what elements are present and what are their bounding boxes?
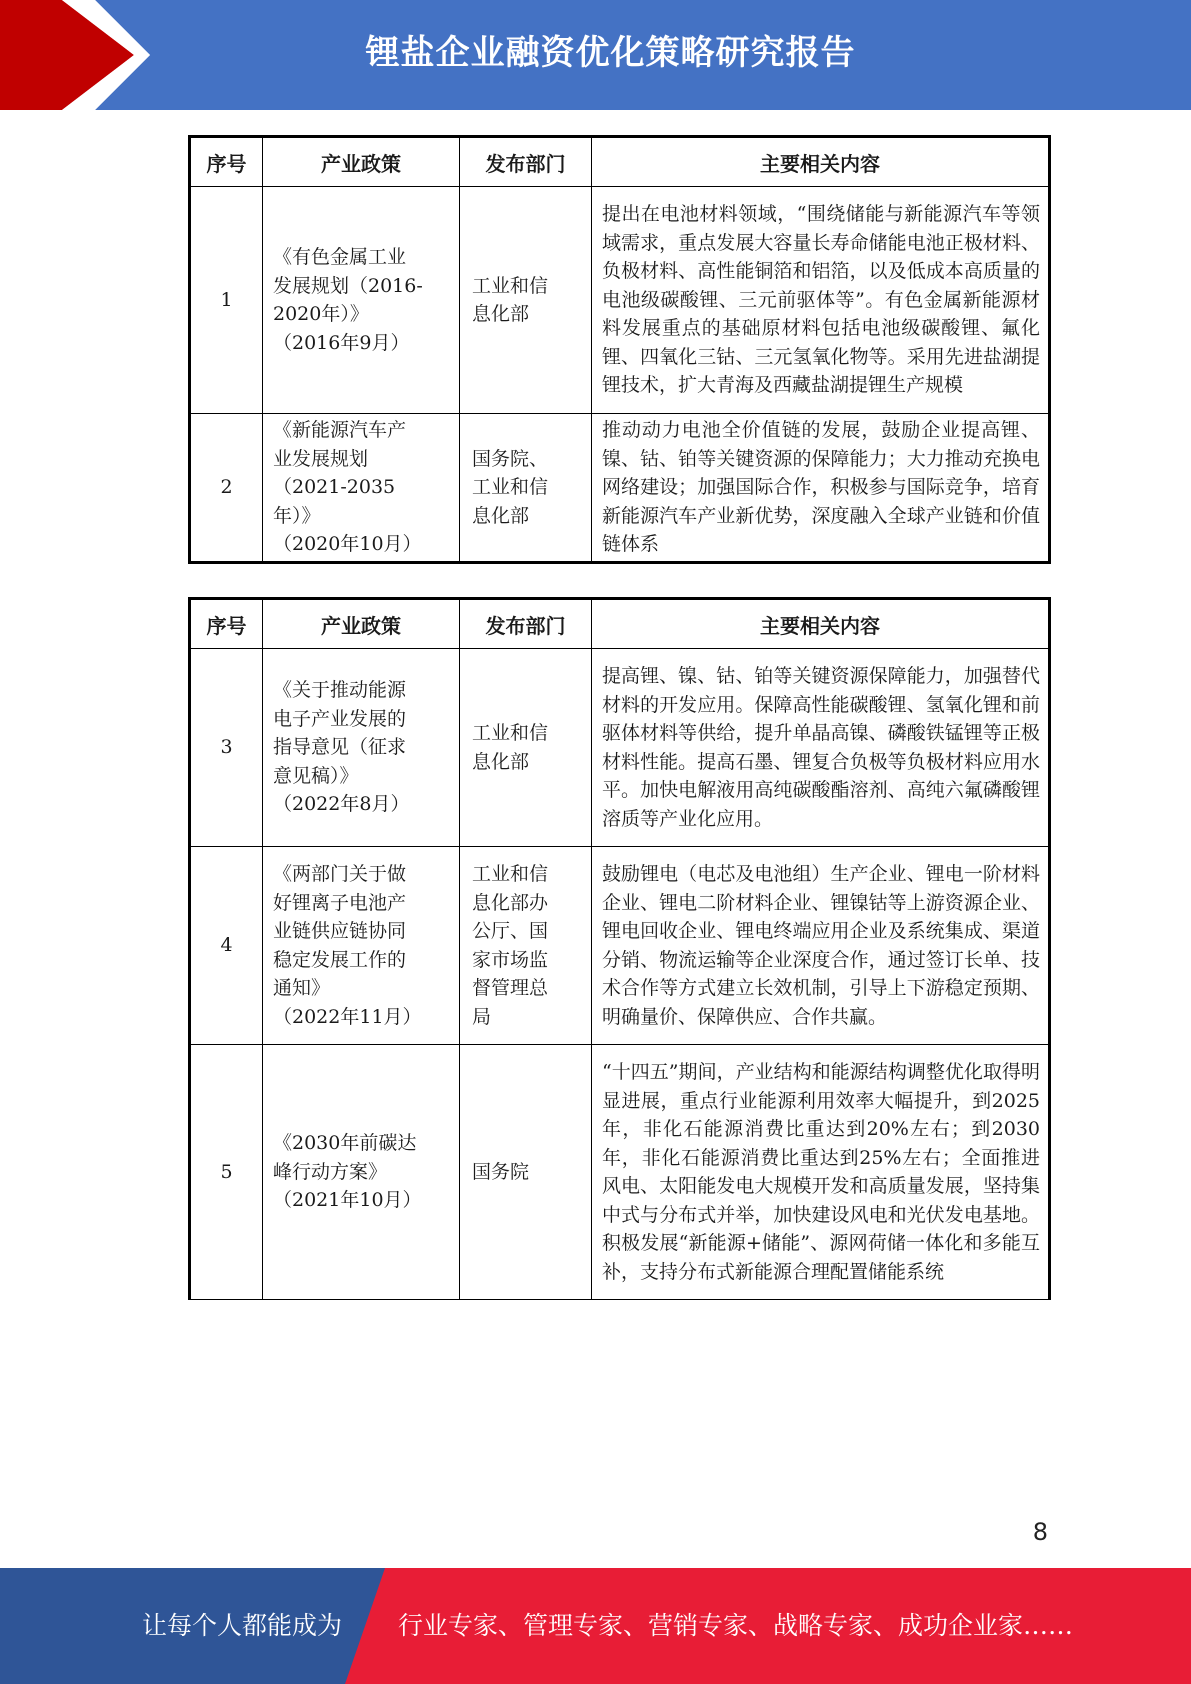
row-content: 提出在电池材料领域，“围绕储能与新能源汽车等领域需求，重点发展大容量长寿命储能电池正极材料、负极材料、高性能铜箔和铝箔，以及低成本高质量的电池级碳酸锂、三元前驱体等”。有色金属新能源材料发展重点的基础原材料包括电池级碳酸锂、氟化锂、四氧化三钴、三元氢氧化物等。采用先进盐湖提锂技术，扩大青海及西藏盐湖提锂生产规模 [592,187,1050,414]
row-dept: 工业和信 息化部 [460,187,592,414]
table-row [190,1045,1050,1300]
table-row [190,649,1050,847]
header-policy: 产业政策 [263,137,460,187]
row-content: 推动动力电池全价值链的发展，鼓励企业提高锂、镍、钴、铂等关键资源的保障能力；大力推动充换电网络建设；加强国际合作，积极参与国际竞争，培育新能源汽车产业新优势，深度融入全球产业链和价值链体系 [592,414,1050,563]
row-dept: 工业和信 息化部办 公厅、国 家市场监 督管理总 局 [460,847,592,1045]
row-content: 鼓励锂电（电芯及电池组）生产企业、锂电一阶材料企业、锂电二阶材料企业、锂镍钴等上游资源企业、锂电回收企业、锂电终端应用企业及系统集成、渠道分销、物流运输等企业深度合作，通过签订长单、技术合作等方式建立长效机制，引导上下游稳定预期、明确量价、保障供应、合作共赢。 [592,847,1050,1045]
policy-table-2 [188,597,1051,1300]
row-dept: 国务院、 工业和信 息化部 [460,414,592,563]
page-title: 锂盐企业融资优化策略研究报告 [365,33,856,73]
row-dept: 国务院 [460,1045,592,1300]
row-num: 5 [190,1045,263,1300]
header-num: 序号 [190,137,263,187]
table-row [190,187,1050,414]
row-num: 1 [190,187,263,414]
row-policy: 《新能源汽车产 业发展规划 （2021-2035 年）》 （2020年10月） [263,414,460,563]
row-policy: 《两部门关于做 好锂离子电池产 业链供应链协同 稳定发展工作的 通知》 （2022年11月） [263,847,460,1045]
row-policy: 《有色金属工业 发展规划（2016- 2020年）》 （2016年9月） [263,187,460,414]
row-num: 3 [190,649,263,847]
footer-slogan-left: 让每个人都能成为 [142,1611,343,1640]
header-dept: 发布部门 [460,599,592,649]
row-policy: 《关于推动能源 电子产业发展的 指导意见（征求 意见稿）》 （2022年8月） [263,649,460,847]
table-row [190,414,1050,563]
row-num: 2 [190,414,263,563]
row-content: “十四五”期间，产业结构和能源结构调整优化取得明显进展，重点行业能源利用效率大幅提升，到2025年，非化石能源消费比重达到20%左右；到2030年，非化石能源消费比重达到25%左右；全面推进风电、太阳能发电大规模开发和高质量发展，坚持集中式与分布式并举，加快建设风电和光伏发电基地。积极发展“新能源+储能”、源网荷储一体化和多能互补，支持分布式新能源合理配置储能系统 [592,1045,1050,1300]
header-num: 序号 [190,599,263,649]
row-policy: 《2030年前碳达 峰行动方案》 （2021年10月） [263,1045,460,1300]
table-header-row [190,599,1050,649]
policy-table-1 [188,135,1051,564]
row-content: 提高锂、镍、钴、铂等关键资源保障能力，加强替代材料的开发应用。保障高性能碳酸锂、氢氧化锂和前驱体材料等供给，提升单晶高镍、磷酸铁锰锂等正极材料性能。提高石墨、锂复合负极等负极材料应用水平。加快电解液用高纯碳酸酯溶剂、高纯六氟磷酸锂溶质等产业化应用。 [592,649,1050,847]
row-dept: 工业和信 息化部 [460,649,592,847]
header-dept: 发布部门 [460,137,592,187]
header-policy: 产业政策 [263,599,460,649]
table-row [190,847,1050,1045]
header-content: 主要相关内容 [592,599,1050,649]
page-number: 8 [1032,1518,1048,1546]
header-banner [0,0,1191,110]
table-header-row [190,137,1050,187]
footer-slogan-right: 行业专家、管理专家、营销专家、战略专家、成功企业家…… [398,1611,1074,1640]
footer-banner [0,1568,1191,1684]
header-content: 主要相关内容 [592,137,1050,187]
row-num: 4 [190,847,263,1045]
